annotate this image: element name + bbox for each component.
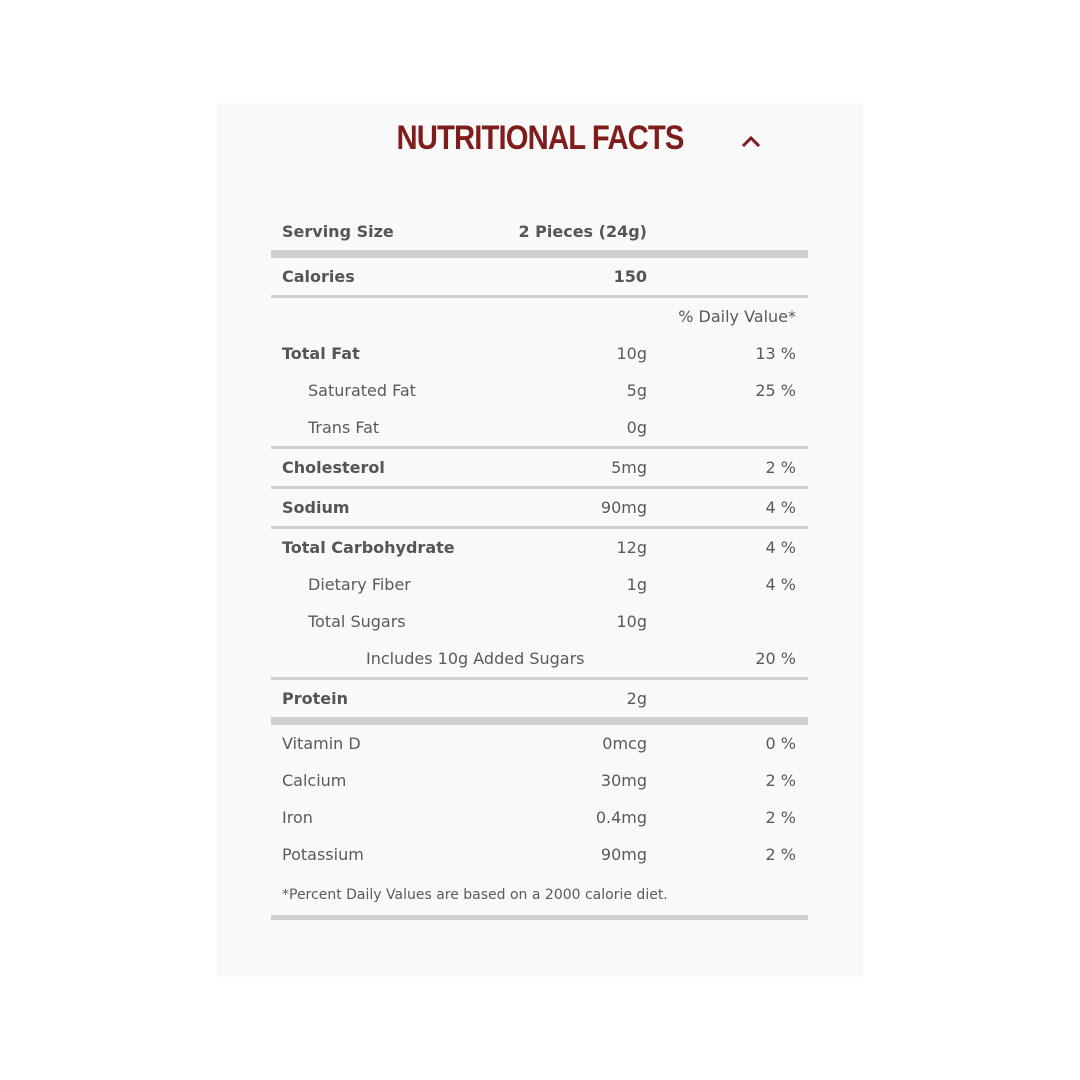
nutrient-amount: 2g bbox=[626, 689, 647, 708]
nutrient-daily-value: 4 % bbox=[765, 575, 796, 594]
divider-footer bbox=[271, 915, 808, 920]
divider-thick bbox=[271, 717, 808, 725]
nutrient-daily-value: 4 % bbox=[765, 498, 796, 517]
vitamin-d-row bbox=[271, 725, 808, 762]
nutrient-daily-value: 2 % bbox=[765, 845, 796, 864]
nutrient-daily-value: 0 % bbox=[765, 734, 796, 753]
cholesterol-row bbox=[271, 449, 808, 486]
nutrient-daily-value: 2 % bbox=[765, 808, 796, 827]
nutrient-label: Trans Fat bbox=[308, 418, 380, 437]
chevron-up-icon[interactable] bbox=[739, 131, 763, 151]
total-fat-row bbox=[271, 335, 808, 372]
nutrient-amount: 5mg bbox=[611, 458, 647, 477]
nutrient-label: Iron bbox=[282, 808, 313, 827]
total-sugars-row bbox=[271, 603, 808, 640]
saturated-fat-row bbox=[271, 372, 808, 409]
serving-size-row bbox=[271, 213, 808, 250]
nutrient-amount: 12g bbox=[616, 538, 647, 557]
nutrient-label: Includes 10g Added Sugars bbox=[366, 649, 585, 668]
daily-value-footnote: *Percent Daily Values are based on a 2000 calorie diet. bbox=[282, 887, 668, 903]
daily-value-header: % Daily Value* bbox=[678, 307, 796, 326]
nutrient-label: Saturated Fat bbox=[308, 381, 416, 400]
nutrient-daily-value: 25 % bbox=[755, 381, 796, 400]
panel-header[interactable] bbox=[217, 103, 863, 173]
nutrient-label: Total Sugars bbox=[308, 612, 406, 631]
nutrient-label: Potassium bbox=[282, 845, 364, 864]
trans-fat-row bbox=[271, 409, 808, 446]
dietary-fiber-row bbox=[271, 566, 808, 603]
added-sugars-row bbox=[271, 640, 808, 677]
nutrient-label: Total Fat bbox=[282, 344, 360, 363]
nutrient-label: Total Carbohydrate bbox=[282, 538, 455, 557]
nutrient-amount: 90mg bbox=[600, 498, 647, 517]
total-carbohydrate-row bbox=[271, 529, 808, 566]
iron-row bbox=[271, 799, 808, 836]
nutrient-amount: 0g bbox=[626, 418, 647, 437]
panel-title: NUTRITIONAL FACTS bbox=[396, 119, 684, 157]
nutrition-panel bbox=[217, 103, 863, 977]
nutrition-facts-table bbox=[271, 213, 808, 920]
nutrient-label: Calcium bbox=[282, 771, 347, 790]
protein-row bbox=[271, 680, 808, 717]
calories-value: 150 bbox=[613, 267, 647, 286]
nutrient-label: Sodium bbox=[282, 498, 350, 517]
nutrient-amount: 10g bbox=[616, 612, 647, 631]
calories-row bbox=[271, 258, 808, 295]
nutrient-label: Vitamin D bbox=[282, 734, 361, 753]
serving-size-value: 2 Pieces (24g) bbox=[518, 222, 647, 241]
nutrient-daily-value: 20 % bbox=[755, 649, 796, 668]
nutrient-label: Protein bbox=[282, 689, 348, 708]
nutrient-amount: 30mg bbox=[600, 771, 647, 790]
nutrient-amount: 10g bbox=[616, 344, 647, 363]
nutrient-label: Cholesterol bbox=[282, 458, 385, 477]
sodium-row bbox=[271, 489, 808, 526]
nutrient-daily-value: 4 % bbox=[765, 538, 796, 557]
nutrient-daily-value: 2 % bbox=[765, 458, 796, 477]
nutrient-amount: 1g bbox=[626, 575, 647, 594]
serving-size-label: Serving Size bbox=[282, 222, 394, 241]
nutrient-label: Dietary Fiber bbox=[308, 575, 411, 594]
nutrient-daily-value: 13 % bbox=[755, 344, 796, 363]
nutrient-daily-value: 2 % bbox=[765, 771, 796, 790]
potassium-row bbox=[271, 836, 808, 873]
nutrient-amount: 5g bbox=[626, 381, 647, 400]
calcium-row bbox=[271, 762, 808, 799]
divider-thick bbox=[271, 250, 808, 258]
nutrient-amount: 0mcg bbox=[602, 734, 647, 753]
calories-label: Calories bbox=[282, 267, 355, 286]
daily-value-header-row bbox=[271, 298, 808, 335]
nutrient-amount: 0.4mg bbox=[595, 808, 647, 827]
nutrient-amount: 90mg bbox=[600, 845, 647, 864]
